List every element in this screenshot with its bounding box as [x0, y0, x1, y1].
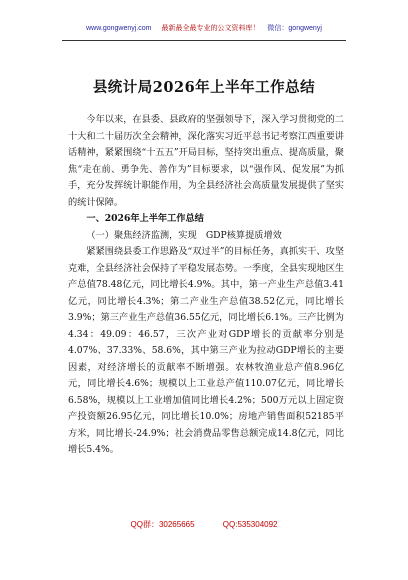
body-paragraph-1: 紧紧围绕县委工作思路及“双过半”的目标任务，真抓实干、攻坚克难，全县经济社会保持了平稳发展态势。一季度，全县实现地区生产总值78.48亿元，同比增长4.9%。其中，第一产业生产总值3.41亿元，同比增长4.3%；第二产业生产总值38.52亿元，同比增长3.9%；第三产业生产总值36.55亿元，同比增长6.1%。三产比例为4.34：49.09：46.57，三次产业对GDP增长的贡献率分别是4.07%、37.33%、58.6%，其中第三产业为拉动GDP增长的主要因素，对经济增长的贡献率不断增强。农林牧渔业总产值8.96亿元，同比增长4.6%；规模以上工业总产值110.07亿元，同比增长6.58%，规模以上工业增加值同比增长4.2%；500万元以上固定资产投资额26.95亿元，同比增长10.0%；房地产销售面积52185平方米，同比增长-24.9%；社会消费品零售总额完成14.8亿元，同比增长5.4%。 [68, 246, 344, 455]
subsection-heading-1: （一）聚焦经济监测，实现 GDP核算提质增效 [86, 229, 282, 241]
section-heading-1: 一、2026年上半年工作总结 [86, 213, 204, 224]
wechat-id: 微信：gongwenyj [267, 25, 322, 32]
site-slogan: 最新最全最专业的公文资料库！ [161, 25, 260, 32]
header-divider [62, 40, 346, 41]
intro-paragraph: 今年以来，在县委、县政府的坚强领导下，深入学习贯彻党的二十大和二十届历次全会精神，深化落实习近平总书记考察江西重要讲话精神，紧紧围绕“十五五”开局目标，坚持突出重点、提高质量，聚焦“走在前、勇争先、善作为”目标要求，以“强作风、促发展”为抓手，充分发挥统计职能作用，为全县经济社会高质量发展提供了坚实的统计保障。 [68, 114, 344, 208]
page-footer [0, 519, 408, 530]
document-body [68, 112, 344, 459]
document-title: 县统计局2026年上半年工作总结 [92, 79, 316, 96]
qq-group-contact: QQ群：30265665 [130, 520, 195, 529]
qq-contact: QQ:535304092 [222, 520, 278, 529]
site-header [0, 24, 408, 34]
site-url-link[interactable]: www.gongwenyj.com [86, 25, 152, 32]
